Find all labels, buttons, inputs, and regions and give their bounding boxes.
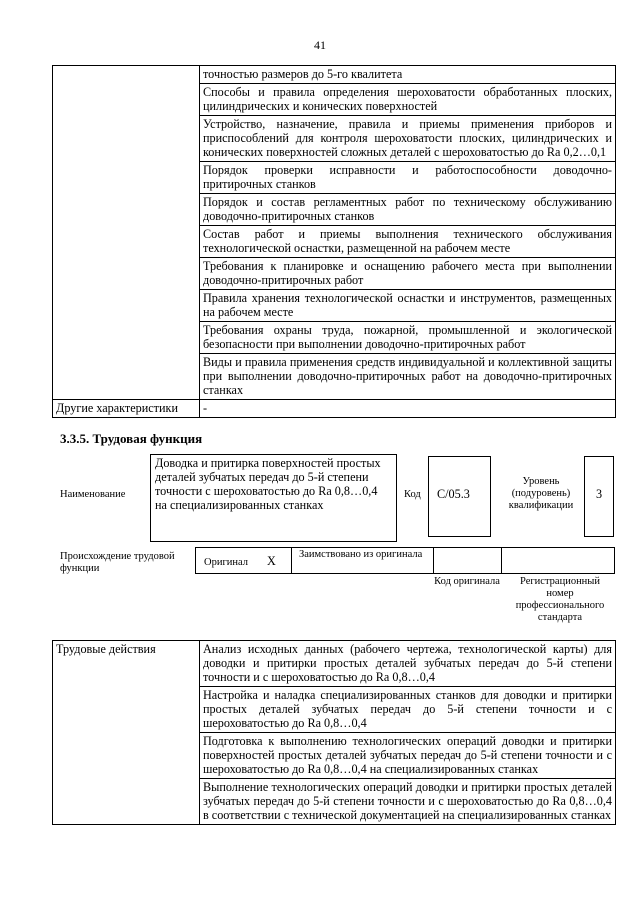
origin-table [195,547,615,574]
function-code-box: С/05.3 [428,456,491,537]
knowledge-cell: Требования к планировке и оснащению рабочего места при выполнении доводочно-притирочных работ [200,258,616,290]
code-label: Код [404,489,421,500]
page-number: 41 [314,38,326,52]
empty-label-cell [53,66,200,400]
knowledge-table [52,65,616,418]
origin-label: Происхождение трудовой функции [60,551,175,574]
name-label: Наименование [60,489,126,500]
table-row [53,400,616,418]
original-label: Оригинал [204,557,248,568]
divider [501,548,502,573]
level-value-box: 3 [584,456,614,537]
reg-caption: Регистрационный номер профессионального стандарта [515,576,605,623]
knowledge-cell: Порядок и состав регламентных работ по техническому обслуживанию доводочно-притирочных станков [200,194,616,226]
other-characteristics-label: Другие характеристики [53,400,200,418]
knowledge-cell: Состав работ и приемы выполнения технического обслуживания технологической оснастки, размещенной на рабочем месте [200,226,616,258]
level-label: Уровень (подуровень) квалификации [508,476,574,511]
labor-actions-table [52,640,616,825]
labor-actions-label: Трудовые действия [53,641,200,825]
table-row [53,641,616,687]
original-mark: X [267,554,276,568]
borrowed-label: Заимствовано из оригинала [299,549,423,560]
knowledge-cell: Правила хранения технологической оснастки и инструментов, размещенных на рабочем месте [200,290,616,322]
code-caption: Код оригинала [434,576,500,587]
labor-action-cell: Подготовка к выполнению технологических операций доводки и притирки поверхностей простых деталей зубчатых передач до 5-й степени точности и с шероховатостью до Ra 0,8…0,4 на специализированных станках [200,733,616,779]
labor-action-cell: Анализ исходных данных (рабочего чертежа, технологической карты) для доводки и притирки простых деталей зубчатых передач до 5-й степени точности и с шероховатостью до Ra 0,8…0,4 [200,641,616,687]
divider [433,548,434,573]
knowledge-cell: Виды и правила применения средств индивидуальной и коллективной защиты при выполнении доводочно-притирочных работ на доводочно-притирочных станках [200,354,616,400]
labor-action-cell: Выполнение технологических операций доводки и притирки простых деталей зубчатых передач до 5-й степени точности и с шероховатостью до Ra 0,8…0,4 в соответствии с технической документацией на специализированных станках [200,779,616,825]
knowledge-cell: Способы и правила определения шероховатости обработанных плоских, цилиндрических и конических поверхностей [200,84,616,116]
divider [291,548,292,573]
knowledge-cell: Устройство, назначение, правила и приемы применения приборов и приспособлений для контроля шероховатости плоских, цилиндрических и конических поверхностей сложных деталей с шероховатостью до Ra 0,2…0,1 [200,116,616,162]
table-row [53,66,616,84]
function-name-box: Доводка и притирка поверхностей простых деталей зубчатых передач до 5-й степени точности с шероховатостью до Ra 0,8…0,4 на специализированных станках [150,454,397,542]
knowledge-cell: Порядок проверки исправности и работоспособности доводочно-притирочных станков [200,162,616,194]
other-characteristics-value: - [200,400,616,418]
knowledge-cell: точностью размеров до 5-го квалитета [200,66,616,84]
labor-action-cell: Настройка и наладка специализированных станков для доводки и притирки простых деталей зубчатых передач до 5-й степени точности и с шероховатостью до Ra 0,8…0,4 [200,687,616,733]
section-title: 3.3.5. Трудовая функция [60,431,203,446]
knowledge-cell: Требования охраны труда, пожарной, промышленной и экологической безопасности при выполнении доводочно-притирочных работ [200,322,616,354]
